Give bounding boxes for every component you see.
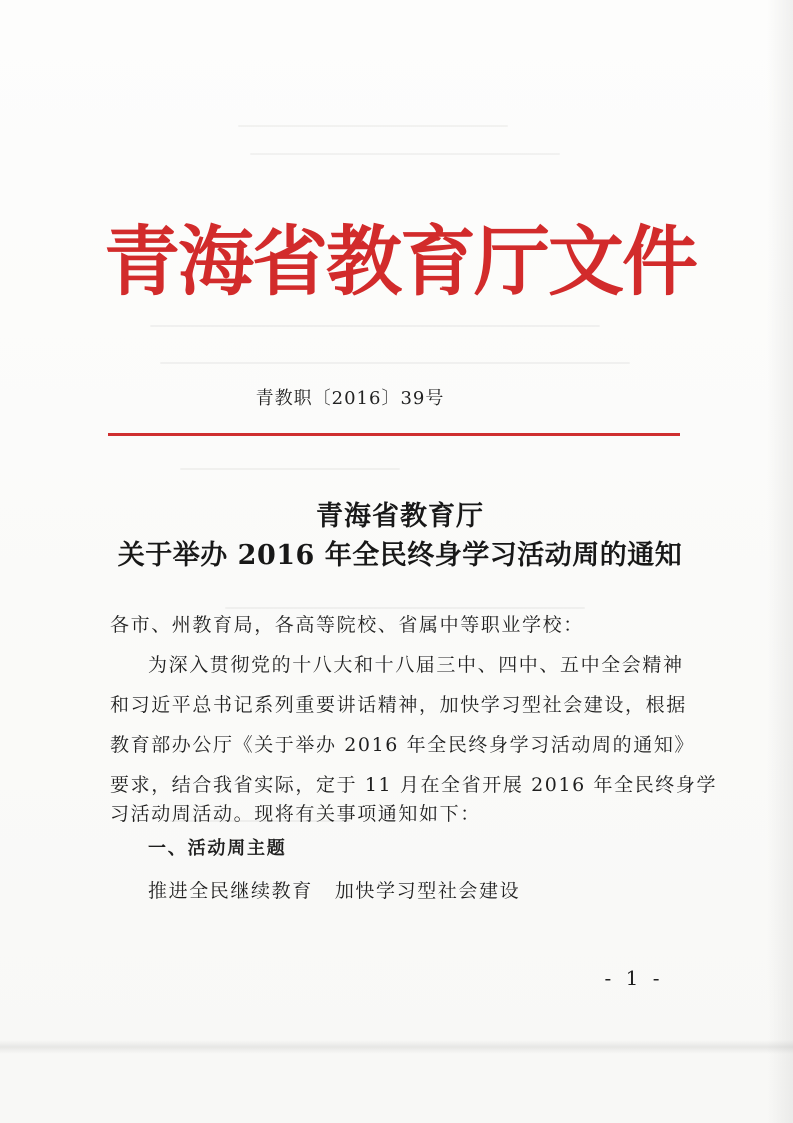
page-number: - 1 - [604, 966, 664, 990]
bleed-through-mark [180, 468, 400, 470]
activity-theme [148, 876, 520, 903]
bleed-through-mark [238, 125, 508, 127]
notice-title-subject: 关于举办 2016 年全民终身学习活动周的通知 [117, 540, 683, 571]
bleed-through-mark [150, 325, 600, 327]
masthead-title: 青海省教育厅文件 [104, 217, 696, 306]
bleed-through-mark [160, 362, 630, 364]
document-number: 青教职〔2016〕39号 [255, 388, 445, 409]
theme-part-2: 加快学习型社会建设 [334, 880, 521, 902]
notice-title-issuer: 青海省教育厅 [316, 501, 484, 532]
salutation: 各市、州教育局，各高等院校、省属中等职业学校： [110, 614, 584, 636]
scan-shadow-bottom [0, 1040, 793, 1054]
bleed-through-mark [225, 607, 585, 609]
paragraph-line: 为深入贯彻党的十八大和十八届三中、四中、五中全会精神 [148, 654, 684, 676]
theme-part-1: 推进全民继续教育 [148, 880, 313, 902]
paragraph-line: 习活动周活动。现将有关事项通知如下： [110, 803, 481, 825]
section-heading: 一、活动周主题 [148, 838, 287, 859]
paragraph-line: 和习近平总书记系列重要讲话精神，加快学习型社会建设，根据 [110, 694, 687, 716]
paragraph-line: 要求，结合我省实际，定于 11 月在全省开展 2016 年全民终身学 [110, 774, 718, 796]
red-divider-rule [108, 433, 680, 436]
paragraph-line: 教育部办公厅《关于举办 2016 年全民终身学习活动周的通知》 [110, 734, 696, 756]
scan-shadow-right [767, 0, 793, 1123]
bleed-through-mark [250, 153, 560, 155]
